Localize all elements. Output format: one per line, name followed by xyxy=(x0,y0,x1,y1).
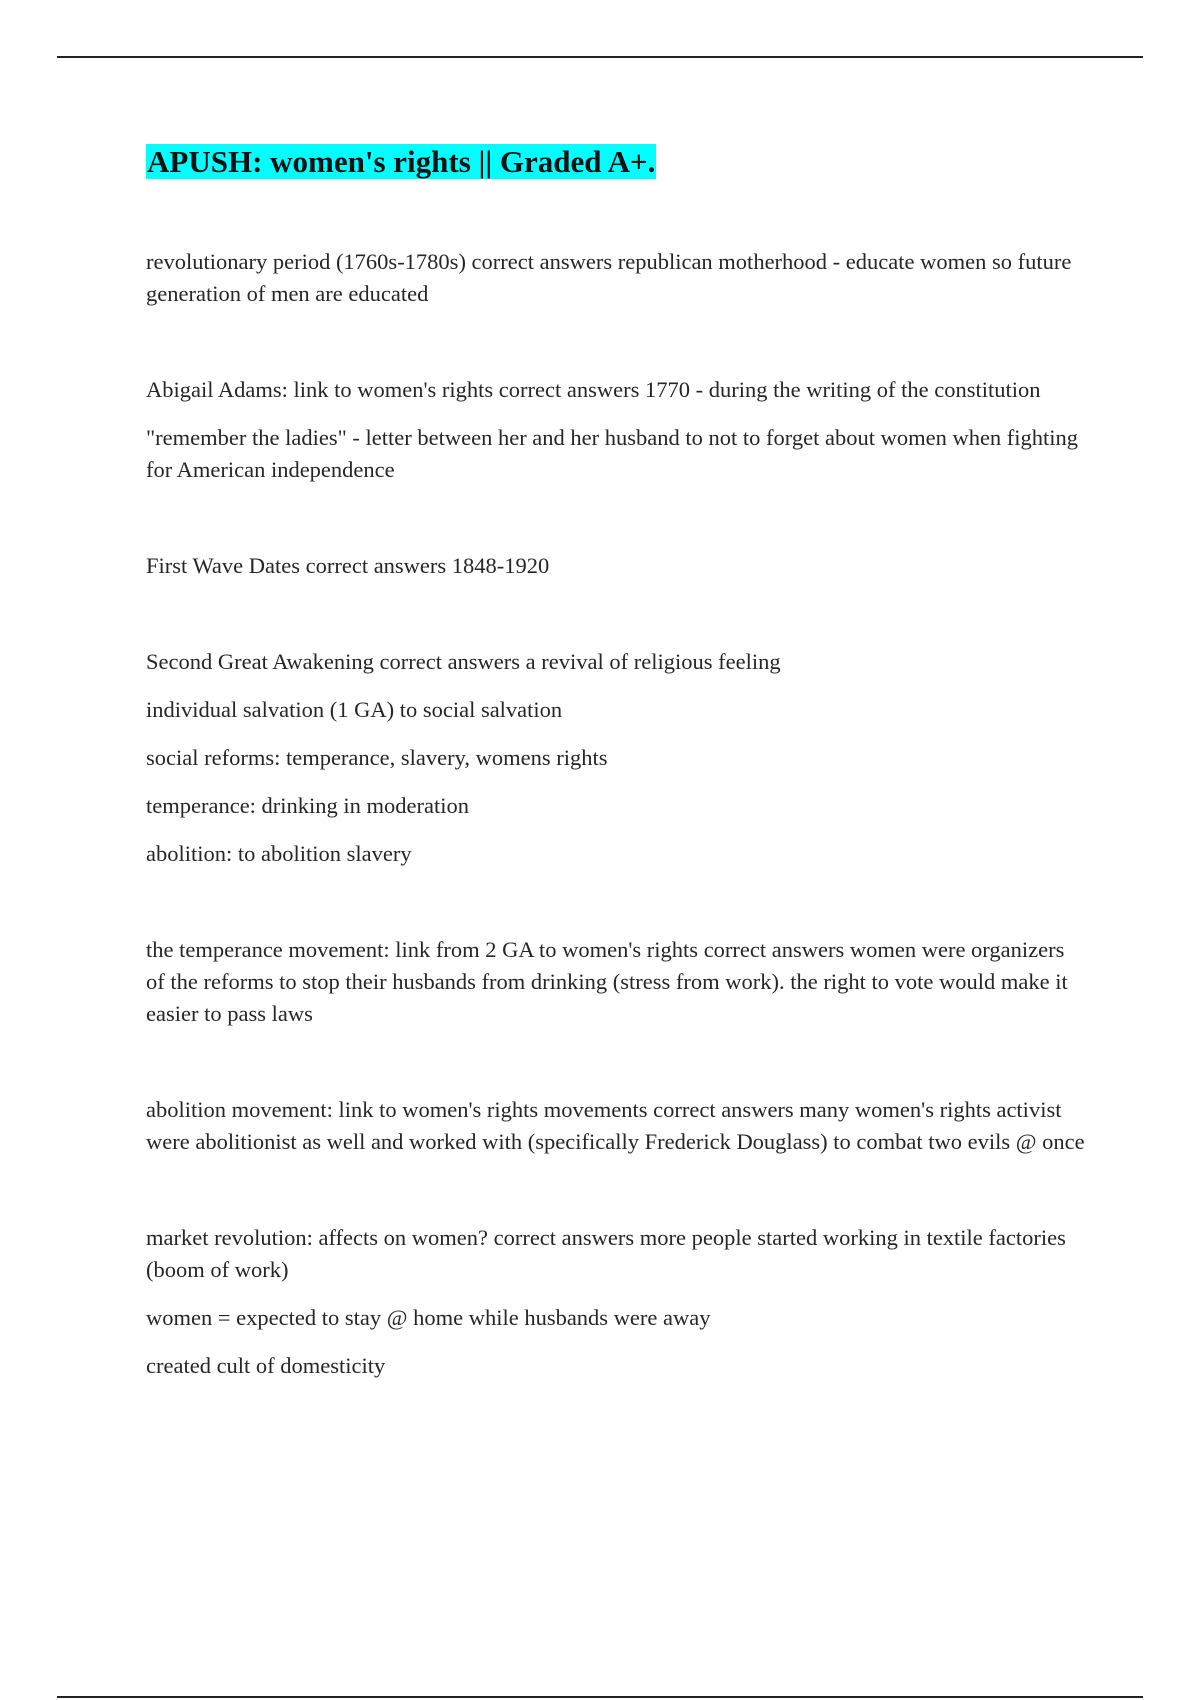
entry-paragraph: "remember the ladies" - letter between her and her husband to not to forget about women when fighting for American independence xyxy=(146,425,1079,482)
entry-paragraph: the temperance movement: link from 2 GA to women's rights correct answers women were organizers of the reforms to stop their husbands from drinking (stress from work). the right to vote would make it easier to pass laws xyxy=(146,937,1068,1026)
entry-abigail-adams xyxy=(146,374,1086,486)
entry-abolition-movement xyxy=(146,1094,1086,1158)
entry-paragraph: temperance: drinking in moderation xyxy=(146,793,470,818)
entry-temperance-movement xyxy=(146,934,1086,1030)
document-body xyxy=(146,140,1086,1446)
entry-paragraph: First Wave Dates correct answers 1848-1920 xyxy=(146,553,550,578)
entry-paragraph: social reforms: temperance, slavery, womens rights xyxy=(146,745,608,770)
entry-paragraph: women = expected to stay @ home while husbands were away xyxy=(146,1305,711,1330)
entry-list xyxy=(146,246,1086,1382)
entry-paragraph: Abigail Adams: link to women's rights correct answers 1770 - during the writing of the constitution xyxy=(146,377,1041,402)
entry-revolutionary-period xyxy=(146,246,1086,310)
entry-paragraph: revolutionary period (1760s-1780s) correct answers republican motherhood - educate women so future generation of men are educated xyxy=(146,249,1072,306)
entry-paragraph: abolition: to abolition slavery xyxy=(146,841,412,866)
entry-second-great-awakening xyxy=(146,646,1086,870)
footer-rule xyxy=(57,1696,1143,1698)
document-title xyxy=(146,140,1086,184)
entry-paragraph: Second Great Awakening correct answers a revival of religious feeling xyxy=(146,649,781,674)
entry-first-wave-dates xyxy=(146,550,1086,582)
entry-paragraph: abolition movement: link to women's rights movements correct answers many women's rights activist were abolitionist as well and worked with (specifically Frederick Douglass) to combat two evils @ once xyxy=(146,1097,1085,1154)
entry-market-revolution xyxy=(146,1222,1086,1382)
entry-paragraph: market revolution: affects on women? correct answers more people started working in textile factories (boom of work) xyxy=(146,1225,1066,1282)
entry-paragraph: created cult of domesticity xyxy=(146,1353,386,1378)
title-highlight: APUSH: women's rights || Graded A+. xyxy=(147,144,656,179)
entry-paragraph: individual salvation (1 GA) to social salvation xyxy=(146,697,563,722)
header-rule xyxy=(57,56,1143,58)
